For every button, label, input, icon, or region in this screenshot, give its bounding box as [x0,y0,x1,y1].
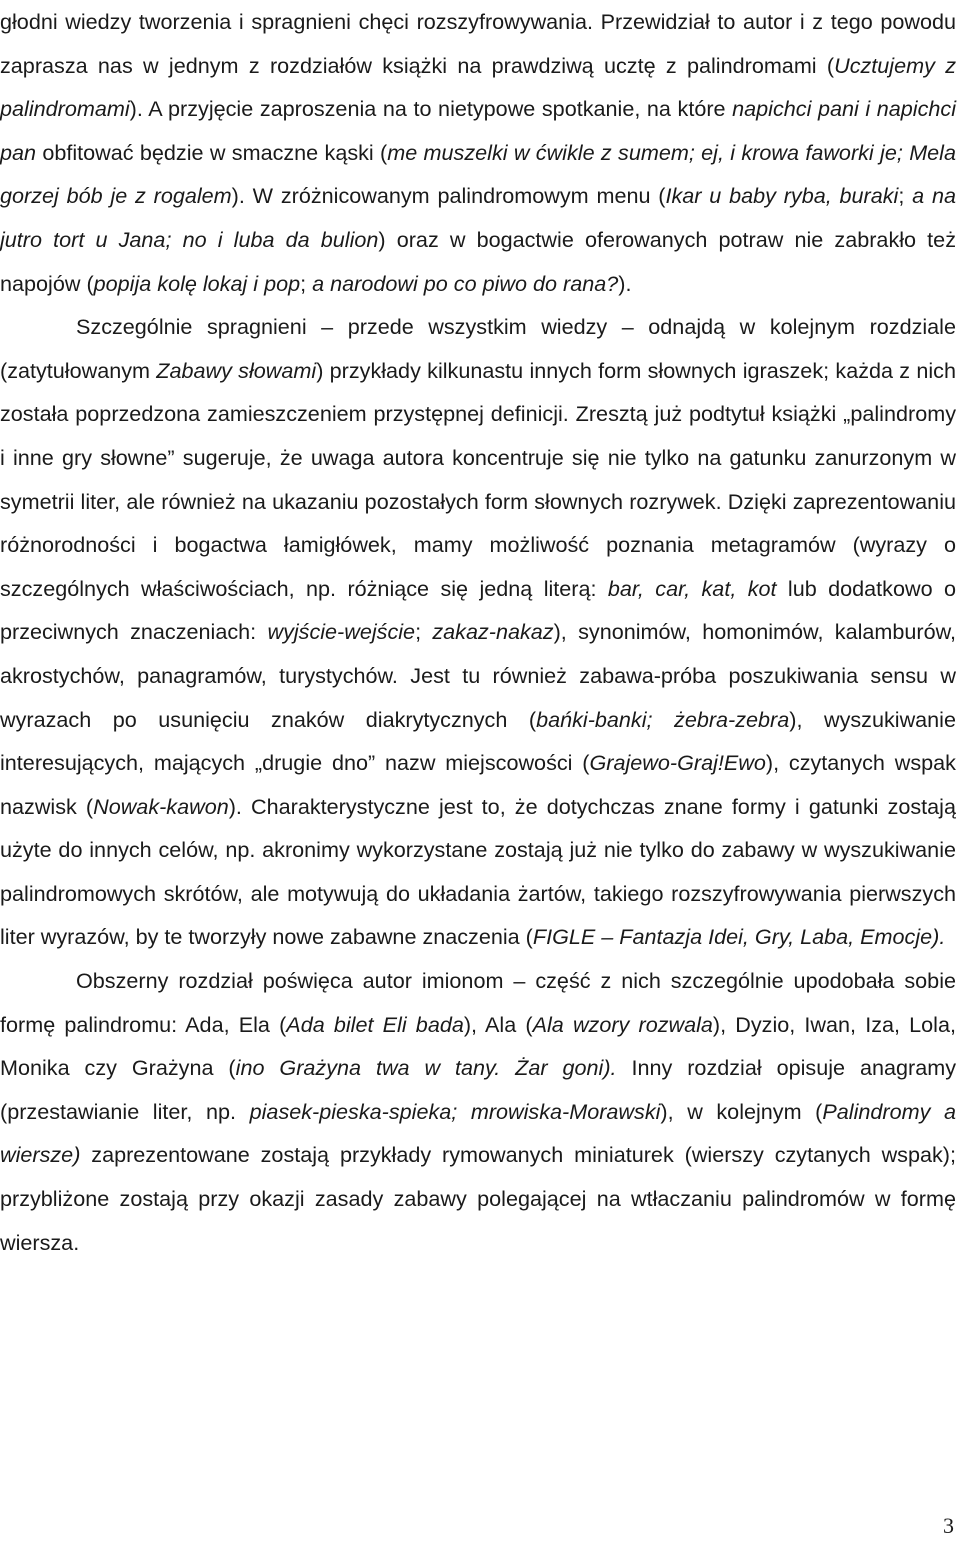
italic-text: Grajewo-Graj!Ewo [589,750,766,776]
text-run: ). [618,270,632,296]
text-run: ), czytanych wspak nazwisk ( [0,750,956,819]
italic-text: ino Grażyna twa w tany. Żar goni). [235,1055,617,1081]
text-run: ) oraz w bogactwie oferowanych potraw nie zabrakło też napojów ( [0,226,956,296]
text-run: ; [300,270,313,296]
text-run: ). W zróżnicowanym palindromowym menu ( [231,183,666,209]
text-run: ; [898,183,913,209]
italic-text: napichci pani i napichci pan [0,96,956,165]
italic-text: Ucztujemy z palindromami [0,52,956,122]
text-run: Inny rozdział opisuje anagramy (przestawianie liter, np. [0,1055,956,1124]
paragraph [0,959,956,1264]
italic-text: Ala wzory rozwala [532,1011,713,1037]
page-number: 3 [943,1513,954,1538]
text-run: ), Ala ( [463,1011,533,1037]
italic-text: piasek-pieska-spieka; mrowiska-Morawski [249,1098,661,1124]
italic-text: Ada bilet Eli bada [286,1011,464,1037]
text-run: głodni wiedzy tworzenia i spragnieni chęci rozszyfrowywania. Przewidział to autor i z tego powodu zaprasza nas w jednym z rozdziałów książki na prawdziwą ucztę z palindromami ( [0,9,956,78]
text-run: lub dodatkowo o przeciwnych znaczeniach: [0,575,956,645]
text-run: ), synonimów, homonimów, kalamburów, akrostychów, panagramów, turystychów. Jest tu również zabawa-próba poszukiwania sensu w wyrazach po usunięciu znaków diakrytycznych ( [0,619,956,732]
text-run: Obszerny rozdział poświęca autor imionom – część z nich szczególnie upodobała sobie formę palindromu: Ada, Ela ( [0,968,956,1037]
paragraph [0,0,956,305]
italic-text: Zabawy słowami [156,357,317,383]
text-run: ; [415,619,433,645]
italic-text: Palindromy a wiersze) [0,1098,957,1168]
italic-text: wyjście-wejście [267,619,416,645]
paragraph [0,305,956,959]
text-run: ), Dyzio, Iwan, Iza, Lola, Monika czy Grażyna ( [0,1011,956,1081]
italic-text: FIGLE – Fantazja Idei, Gry, Laba, Emocje). [532,924,946,950]
italic-text: me muszelki w ćwikle z sumem; ej, i krowa faworki je; Mela gorzej bób je z rogalem [0,139,956,209]
italic-text: a na jutro tort u Jana; no i luba da bulion [0,183,957,252]
text-run: obfitować będzie w smaczne kąski ( [36,139,388,165]
italic-text: a narodowi po co piwo do rana? [312,270,619,296]
italic-text: bar, car, kat, kot [607,575,777,601]
italic-text: popija kolę lokaj i pop [93,270,301,296]
text-run: ). Charakterystyczne jest to, że dotychczas znane formy i gatunki zostają użyte do innych celów, np. akronimy wykorzystane zostają już nie tylko do zabawy w wyszukiwanie palindromowych skrótów, ale motywują do układania żartów, takiego rozszyfrowywania pierwszych liter wyrazów, by te tworzyły nowe zabawne znaczenia ( [0,793,956,950]
italic-text: bańki-banki; żebra-zebra [536,706,790,732]
italic-text: Ikar u baby ryba, buraki [665,183,899,209]
text-run: zaprezentowane zostają przykłady rymowanych miniaturek (wierszy czytanych wspak); przybliżone zostają przy okazji zasady zabawy polegającej na wtłaczaniu palindromów w formę wiersza. [0,1142,956,1255]
text-run: ), wyszukiwanie interesujących, mających „drugie dno” nazw miejscowości ( [0,706,956,776]
italic-text: Nowak-kawon [93,793,229,819]
text-run: Szczególnie spragnieni – przede wszystkim wiedzy – odnajdą w kolejnym rozdziale (zatytułowanym [0,314,956,383]
italic-text: zakaz-nakaz [432,619,554,645]
text-run: ). A przyjęcie zaproszenia na to nietypowe spotkanie, na które [129,96,733,122]
text-run: ) przykłady kilkunastu innych form słownych igraszek; każda z nich została poprzedzona zamieszczeniem przystępnej definicji. Zresztą już podtytuł książki „palindromy i inne gry słowne” sugeruje, że uwaga autora koncentruje się nie tylko na gatunku zanurzonym w symetrii liter, ale również na ukazaniu pozostałych form słownych rozrywek. Dzięki zaprezentowaniu różnorodności i bogactwa łamigłówek, mamy możliwość poznania metagramów (wyrazy o szczególnych właściwościach, np. różniące się jedną literą: [0,357,956,601]
text-run: ), w kolejnym ( [660,1098,823,1124]
